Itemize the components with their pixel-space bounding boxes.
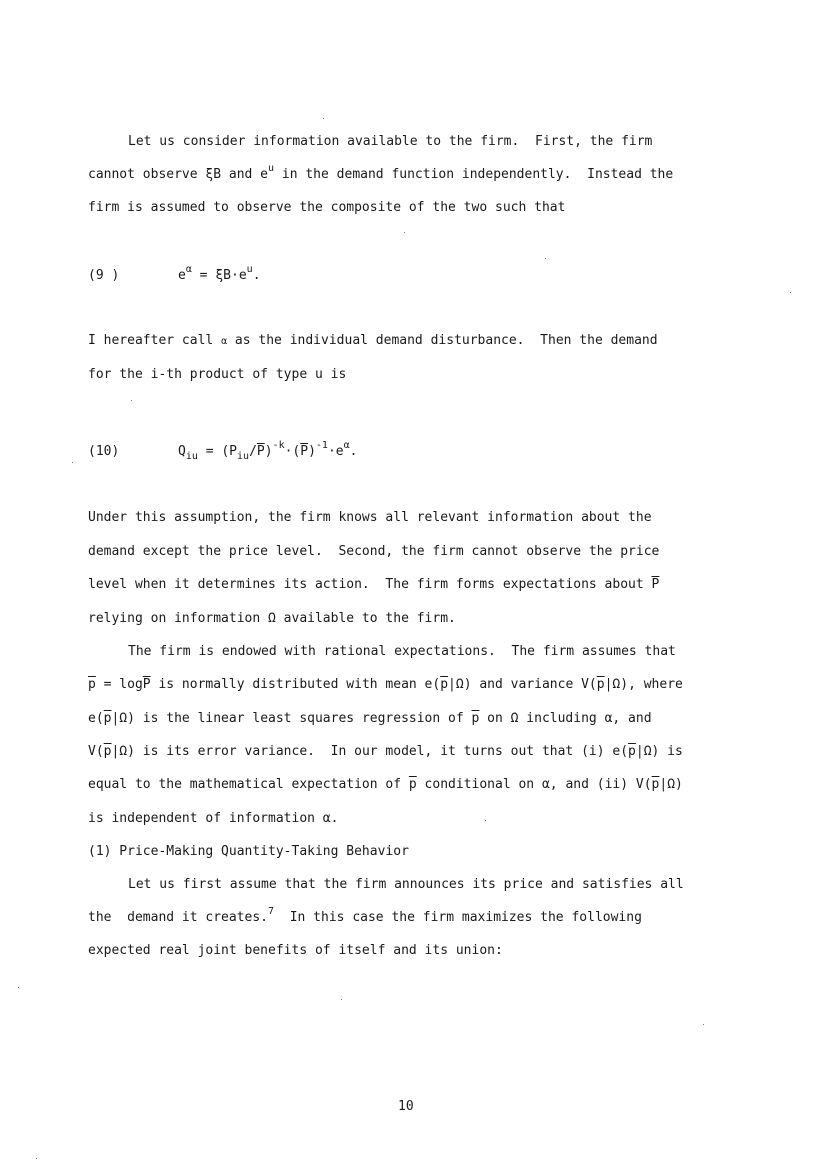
equation-9-number: (9 ) <box>88 268 120 283</box>
p3-line1: Under this assumption, the firm knows all relevant information about the <box>88 510 652 525</box>
p5-line2: the demand it creates.$^7$ In this case the firm maximizes the following <box>88 906 642 925</box>
scan-speck <box>131 400 132 401</box>
p3-line3: level when it determines its action. The firm forms expectations about $\overline{P}$ <box>88 577 660 592</box>
p4-line5: equal to the mathematical expectation of $\overline{p}$ conditional on α, and (ii) $V(\overline{p}|\Omega)$ <box>88 777 683 792</box>
p2-line2: for the i-th product of type u is <box>88 367 347 382</box>
equation-10-number: (10) <box>88 444 120 459</box>
scan-speck <box>18 987 19 988</box>
p4-line4: $V(\overline{p}|\Omega)$ is its error variance. In our model, it turns out that (i) $e(\overline{p}|\Omega)$ is <box>88 744 683 759</box>
page-number: 10 <box>398 1099 414 1114</box>
p5-line1: Let us first assume that the firm announces its price and satisfies all <box>128 877 684 892</box>
equation-9: $e^\alpha = \xi B\cdot e^u$. <box>178 264 261 283</box>
scan-speck <box>485 820 486 821</box>
scan-speck <box>36 1158 37 1159</box>
p4-line6: is independent of information α. <box>88 811 339 826</box>
p1-line3: firm is assumed to observe the composite of the two such that <box>88 200 566 215</box>
scan-speck <box>703 1024 704 1025</box>
p4-line3: $e(\overline{p}|\Omega)$ is the linear least squares regression of $\overline{p}$ on Ω including α, and <box>88 711 652 726</box>
p5-line3: expected real joint benefits of itself and its union: <box>88 943 503 958</box>
p1-line2: cannot observe ξB and $e^u$ in the demand function independently. Instead the <box>88 163 674 182</box>
scan-speck <box>790 292 791 293</box>
p3-line2: demand except the price level. Second, the firm cannot observe the price <box>88 544 660 559</box>
p1-line1: Let us consider information available to the firm. First, the firm <box>128 134 653 149</box>
scan-speck <box>545 258 546 259</box>
scan-speck <box>72 462 73 463</box>
p2-line1: I hereafter call α as the individual demand disturbance. Then the demand <box>88 333 658 348</box>
scan-speck <box>323 118 324 119</box>
scan-speck <box>404 232 405 233</box>
p4-line1: The firm is endowed with rational expectations. The firm assumes that <box>128 644 676 659</box>
p4-line2: $\overline{p} = \log\overline{P}$ is normally distributed with mean $e(\overline{p}|\Omega)$ and variance $V(\overline{p}|\Omega)$, where <box>88 677 683 692</box>
equation-10: $Q_{iu} = (P_{iu}/\overline{P})^{-k}\cdot(\overline{P})^{-1}\cdot e^\alpha$. <box>178 440 358 462</box>
scan-speck <box>341 999 342 1000</box>
p3-line4: relying on information Ω available to the firm. <box>88 611 456 626</box>
section-heading: (1) Price-Making Quantity-Taking Behavior <box>88 844 409 859</box>
